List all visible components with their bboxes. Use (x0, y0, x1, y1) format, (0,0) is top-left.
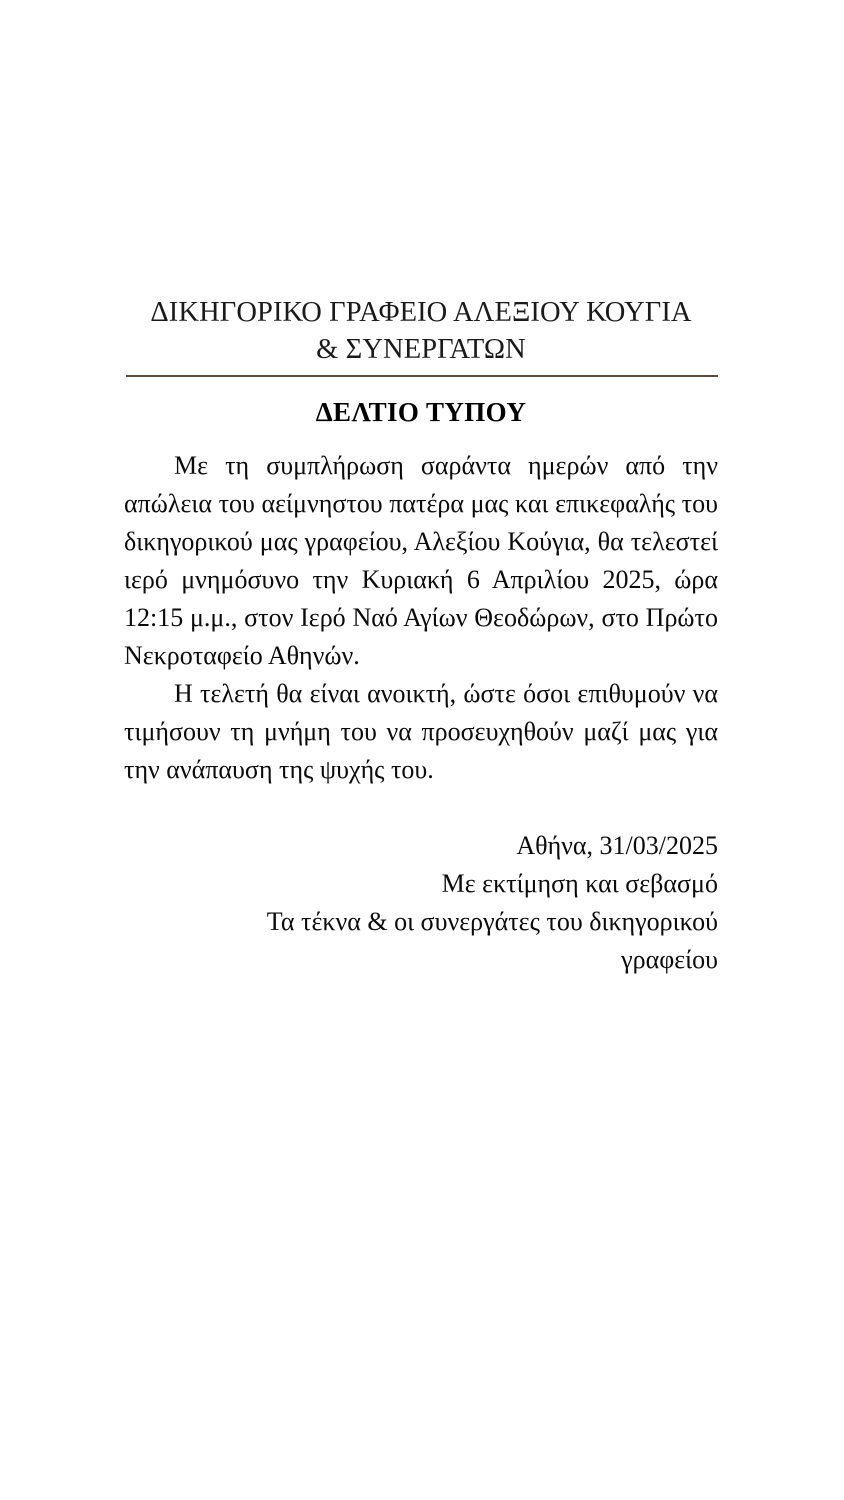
signature-signatories-line-1: Τα τέκνα & οι συνεργάτες του δικηγορικού (266, 907, 718, 937)
letterhead-line-1: ΔΙΚΗΓΟΡΙΚΟ ΓΡΑΦΕΙΟ ΑΛΕΞΙΟΥ ΚΟΥΓΙΑ (150, 297, 692, 328)
signature-place-and-date: Αθήνα, 31/03/2025 (516, 831, 718, 861)
press-release-body (124, 447, 718, 789)
letterhead-divider (126, 375, 718, 377)
signature-closing: Με εκτίμηση και σεβασμό (441, 869, 718, 899)
press-release-heading: ΔΕΛΤΙΟ ΤΥΠΟΥ (315, 397, 527, 427)
body-paragraph: Η τελετή θα είναι ανοικτή, ώστε όσοι επιθυμούν να τιμήσουν τη μνήμη του να προσευχηθούν μαζί μας για την ανάπαυση της ψυχής του. (124, 679, 718, 785)
signature-block (124, 827, 718, 979)
letterhead-line-2: & ΣΥΝΕΡΓΑΤΩΝ (316, 334, 526, 365)
letterhead (124, 294, 718, 368)
signature-signatories-line-2: γραφείου (621, 945, 718, 975)
document-body (124, 294, 718, 979)
body-paragraph: Με τη συμπλήρωση σαράντα ημερών από την απώλεια του αείμνηστου πατέρα μας και επικεφαλής του δικηγορικού μας γραφείου, Αλεξίου Κούγια, θα τελεστεί ιερό μνημόσυνο την Κυριακή 6 Απριλίου 2025, ώρα 12:15 μ.μ., στον Ιερό Ναό Αγίων Θεοδώρων, στο Πρώτο Νεκροταφείο Αθηνών. (124, 451, 718, 671)
